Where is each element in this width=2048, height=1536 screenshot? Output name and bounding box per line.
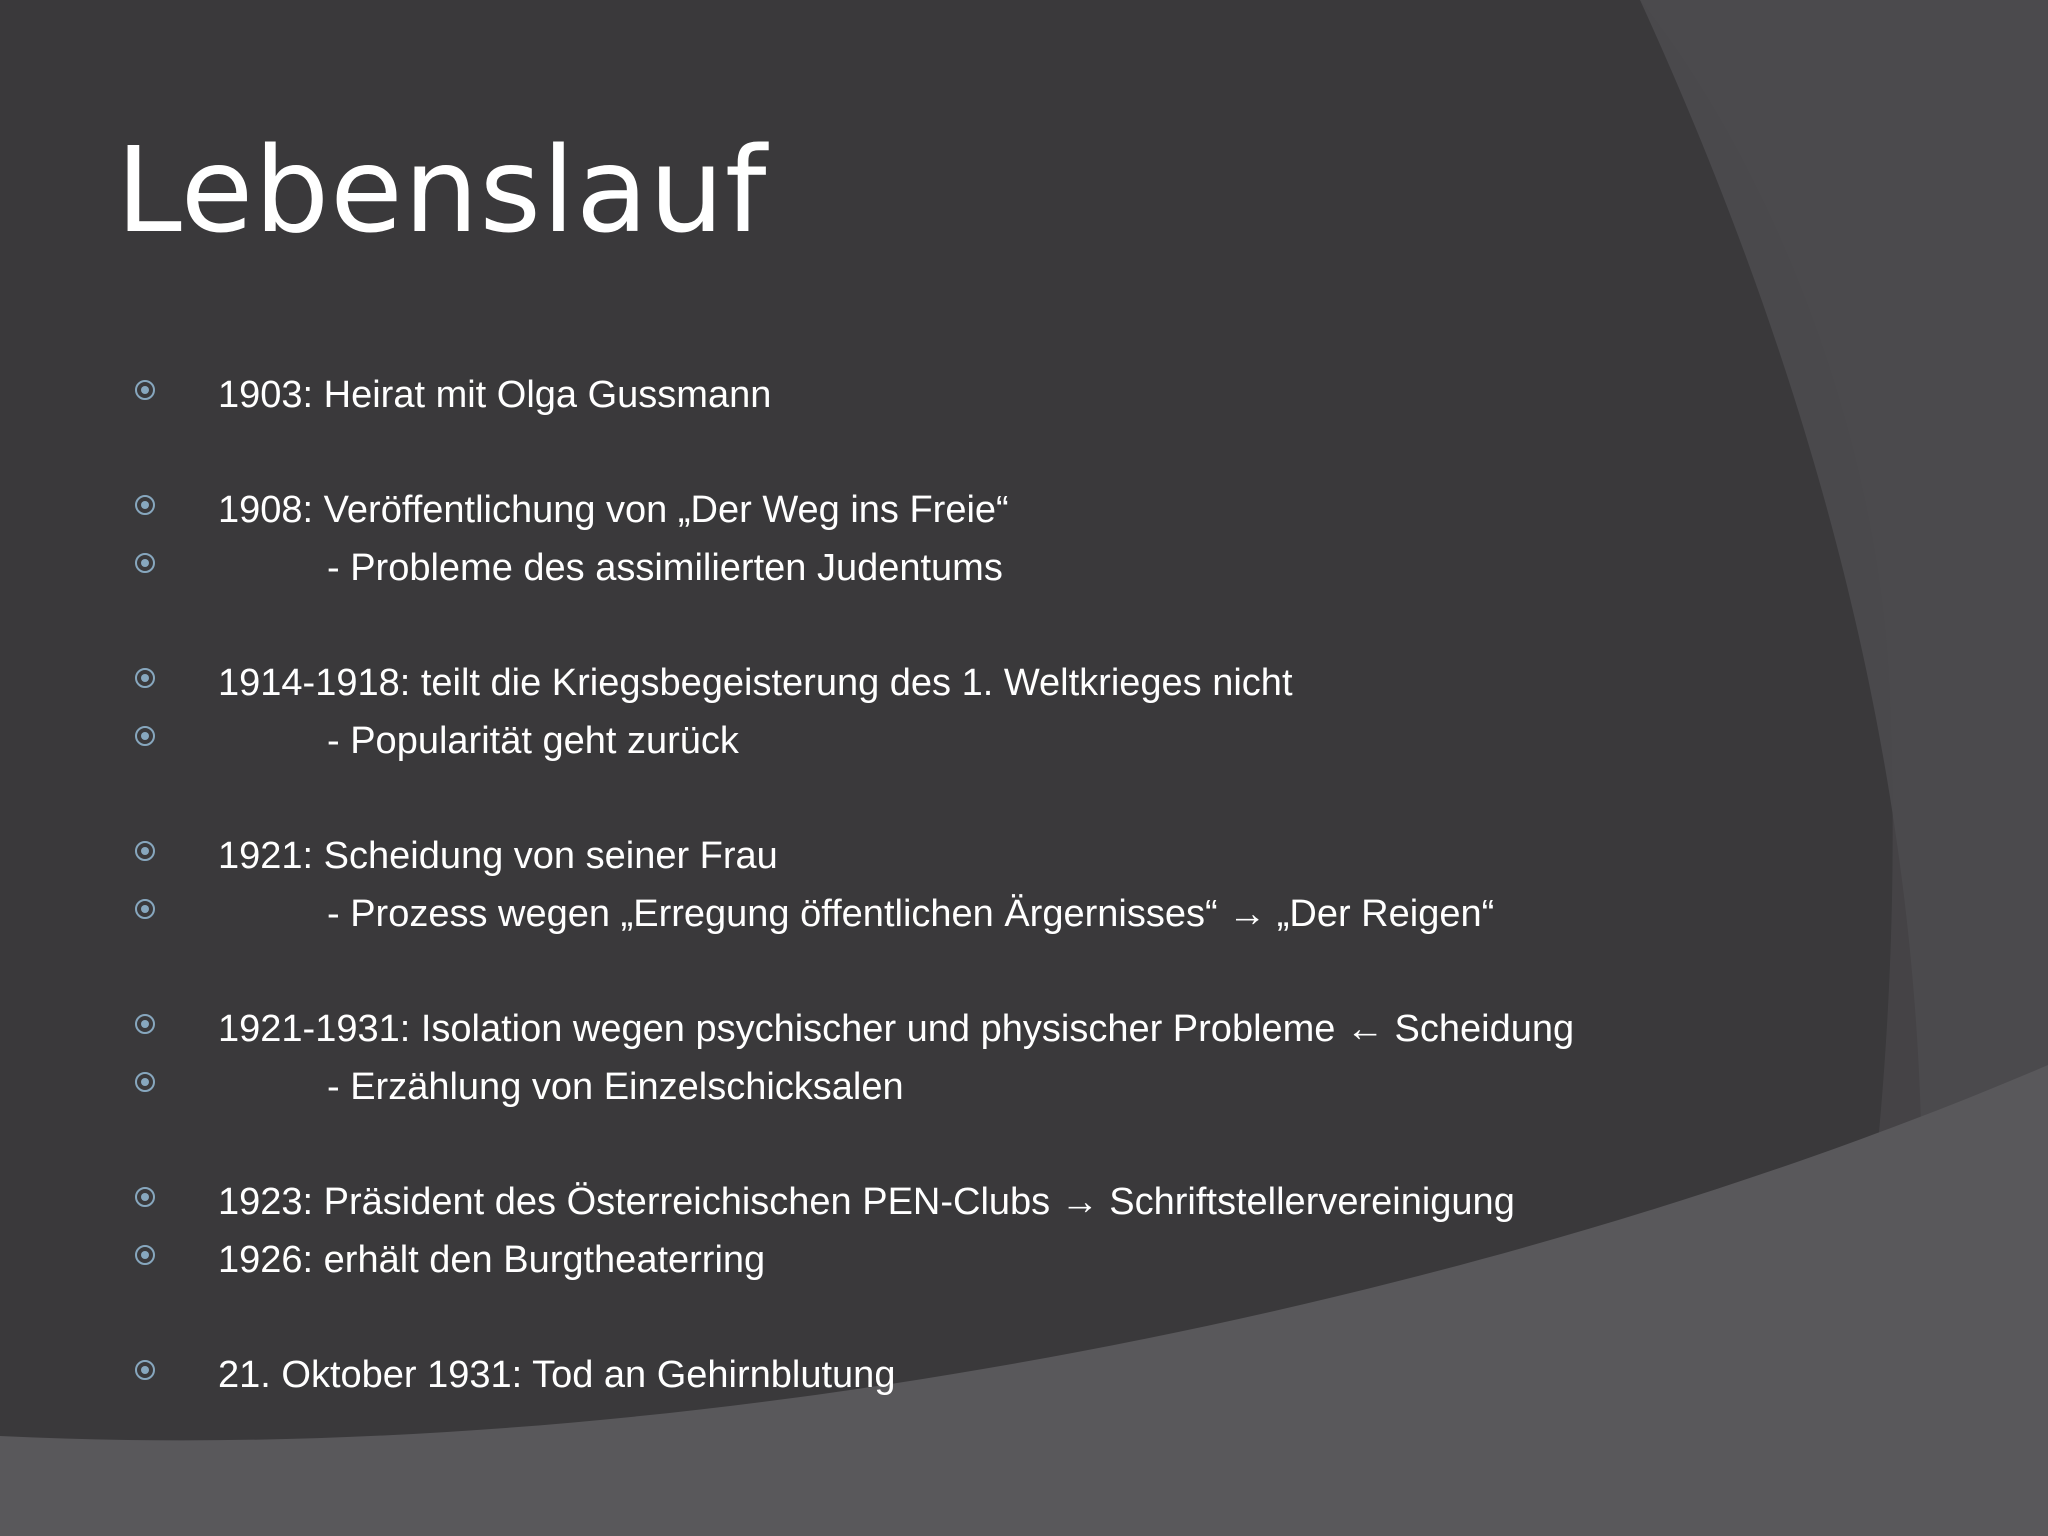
list-item-text: 1926: erhält den Burgtheaterring [218, 1239, 766, 1281]
bullet-icon [135, 495, 155, 515]
list-item [0, 1346, 2048, 1404]
bullet-icon [135, 1360, 155, 1380]
slide-title: Lebenslauf [116, 121, 768, 259]
list-item [0, 712, 2048, 770]
bullet-icon [135, 553, 155, 573]
list-item [0, 654, 2048, 712]
bullet-icon [135, 726, 155, 746]
list-item [0, 1000, 2048, 1058]
list-item-text: 1903: Heirat mit Olga Gussmann [218, 374, 772, 416]
list-item-text: - Prozess wegen „Erregung öffentlichen Ärgernisses“ → „Der Reigen“ [327, 893, 1495, 935]
bullet-icon [135, 668, 155, 688]
list-item [0, 827, 2048, 885]
list-item-text: - Popularität geht zurück [327, 720, 739, 762]
list-item [0, 1058, 2048, 1116]
list-item [0, 1173, 2048, 1231]
bullet-icon [135, 1245, 155, 1265]
bullet-icon [135, 1072, 155, 1092]
list-item [0, 1231, 2048, 1289]
list-item [0, 539, 2048, 597]
list-item-text: 1914-1918: teilt die Kriegsbegeisterung des 1. Weltkrieges nicht [218, 662, 1293, 704]
list-item [0, 481, 2048, 539]
list-item-text: - Erzählung von Einzelschicksalen [327, 1066, 904, 1108]
list-item [0, 885, 2048, 943]
list-item-text: 21. Oktober 1931: Tod an Gehirnblutung [218, 1354, 896, 1396]
list-item-text: 1923: Präsident des Österreichischen PEN-Clubs → Schriftstellervereinigung [218, 1181, 1515, 1223]
list-item-text: 1921: Scheidung von seiner Frau [218, 835, 778, 877]
bullet-icon [135, 1187, 155, 1207]
list-item-text: 1921-1931: Isolation wegen psychischer und physischer Probleme ← Scheidung [218, 1008, 1575, 1050]
list-item [0, 366, 2048, 424]
list-item-text: - Probleme des assimilierten Judentums [327, 547, 1003, 589]
list-item-text: 1908: Veröffentlichung von „Der Weg ins Freie“ [218, 489, 1009, 531]
bullet-icon [135, 1014, 155, 1034]
bullet-icon [135, 899, 155, 919]
bullet-icon [135, 380, 155, 400]
bullet-icon [135, 841, 155, 861]
